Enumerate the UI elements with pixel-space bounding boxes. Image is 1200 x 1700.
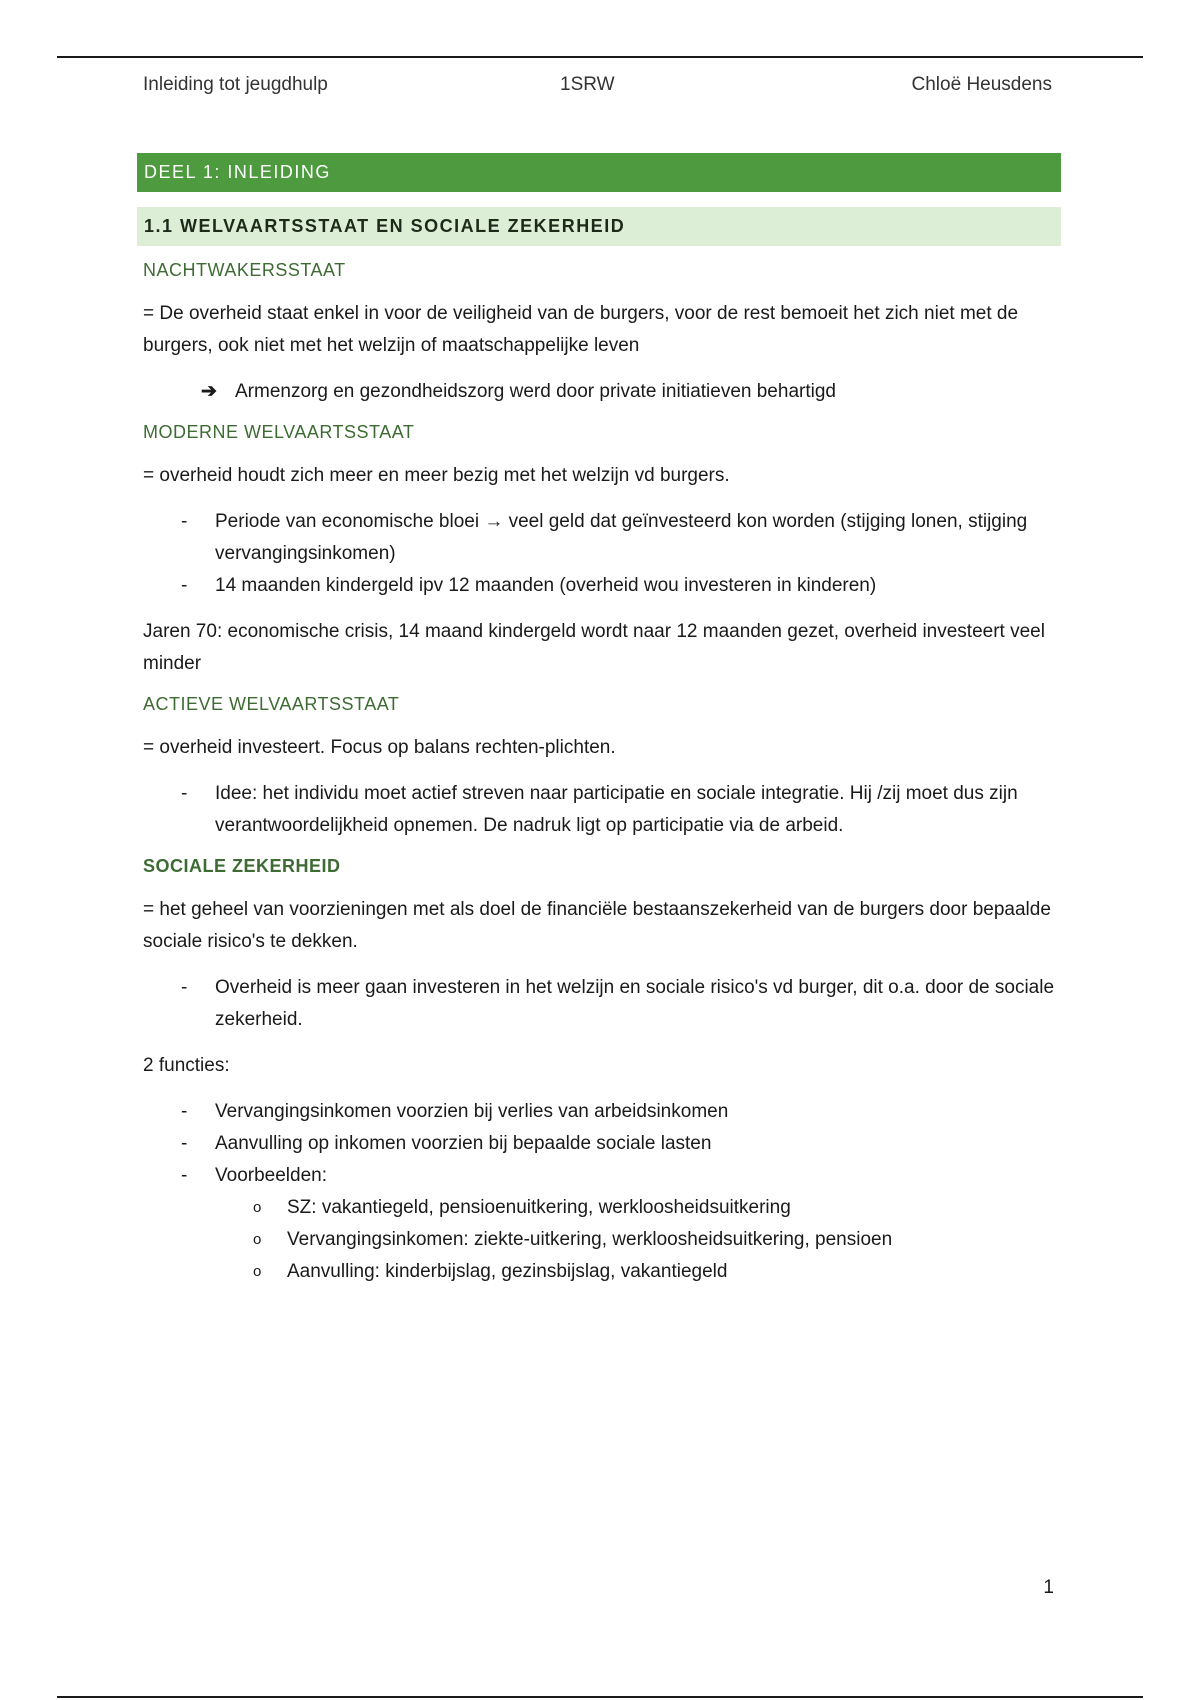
list-item: - Overheid is meer gaan investeren in het welzijn en sociale risico's vd burger, dit o.a. door de sociale zekerheid.: [181, 977, 1055, 1030]
page-number: 1: [1043, 1577, 1054, 1598]
modern-bullets: [143, 506, 1061, 602]
modern-definition: = overheid houdt zich meer en meer bezig met het welzijn vd burgers.: [143, 465, 730, 486]
nacht-arrow-item: [143, 376, 1061, 408]
document-body: [143, 260, 1061, 1302]
list-item: - Vervangingsinkomen voorzien bij verlies van arbeidsinkomen: [181, 1101, 729, 1122]
header-rule: [57, 56, 1143, 58]
list-item: o Vervangingsinkomen: ziekte-uitkering, werkloosheidsuitkering, pensioen: [253, 1229, 893, 1250]
list-item: - Periode van economische bloei → veel geld dat geïnvesteerd kon worden (stijging lonen, stijging vervangingsinkomen): [181, 511, 1028, 564]
section-title: 1.1 WELVAARTSSTAAT EN SOCIALE ZEKERHEID: [137, 207, 1061, 246]
list-item: - Aanvulling op inkomen voorzien bij bepaalde sociale lasten: [181, 1133, 712, 1154]
heading-nachtwakersstaat: NACHTWAKERSSTAAT: [143, 260, 346, 280]
list-item: o Aanvulling: kinderbijslag, gezinsbijslag, vakantiegeld: [253, 1261, 728, 1282]
header-course: Inleiding tot jeugdhulp: [143, 74, 328, 95]
list-item: - Idee: het individu moet actief streven naar participatie en sociale integratie. Hij /zij moet dus zijn verantwoordelijkheid opnemen. De nadruk ligt op participatie via de arbeid.: [181, 783, 1018, 836]
actief-bullets: [143, 778, 1061, 842]
nacht-arrow-text: Armenzorg en gezondheidszorg werd door private initiatieven behartigd: [235, 381, 836, 402]
list-item: - Voorbeelden: o SZ: vakantiegeld, pensioenuitkering, werkloosheidsuitkering o Vervangingsinkomen: ziekte-uitkering, werkloosheidsuitkering, pensioen o Aanvulling: kinderbijslag, gezinsbijslag, vakantiegeld: [143, 1160, 1061, 1288]
functies-label: 2 functies:: [143, 1055, 230, 1076]
footer-rule: [57, 1696, 1143, 1698]
heading-moderne-welvaartsstaat: MODERNE WELVAARTSSTAAT: [143, 422, 415, 442]
header-class: 1SRW: [560, 74, 615, 95]
modern-after: Jaren 70: economische crisis, 14 maand kindergeld wordt naar 12 maanden gezet, overheid investeert veel minder: [143, 621, 1045, 674]
header-author: Chloë Heusdens: [911, 74, 1052, 95]
list-item: - 14 maanden kindergeld ipv 12 maanden (overheid wou investeren in kinderen): [181, 575, 877, 596]
functies-list: [143, 1096, 1061, 1288]
sociaal-bullets: [143, 972, 1061, 1036]
nacht-definition: = De overheid staat enkel in voor de veiligheid van de burgers, voor de rest bemoeit het zich niet met de burgers, ook niet met het welzijn of maatschappelijke leven: [143, 303, 1019, 356]
part-title: DEEL 1: INLEIDING: [137, 153, 1061, 192]
heading-sociale-zekerheid: SOCIALE ZEKERHEID: [143, 856, 341, 876]
actief-definition: = overheid investeert. Focus op balans rechten-plichten.: [143, 737, 616, 758]
voorbeelden-list: [215, 1192, 1061, 1288]
sociaal-definition: = het geheel van voorzieningen met als doel de financiële bestaanszekerheid van de burgers door bepaalde sociale risico's te dekken.: [143, 899, 1051, 952]
heading-actieve-welvaartsstaat: ACTIEVE WELVAARTSSTAAT: [143, 694, 400, 714]
arrow-right-icon: ➔: [201, 381, 217, 402]
list-item: o SZ: vakantiegeld, pensioenuitkering, werkloosheidsuitkering: [253, 1197, 791, 1218]
